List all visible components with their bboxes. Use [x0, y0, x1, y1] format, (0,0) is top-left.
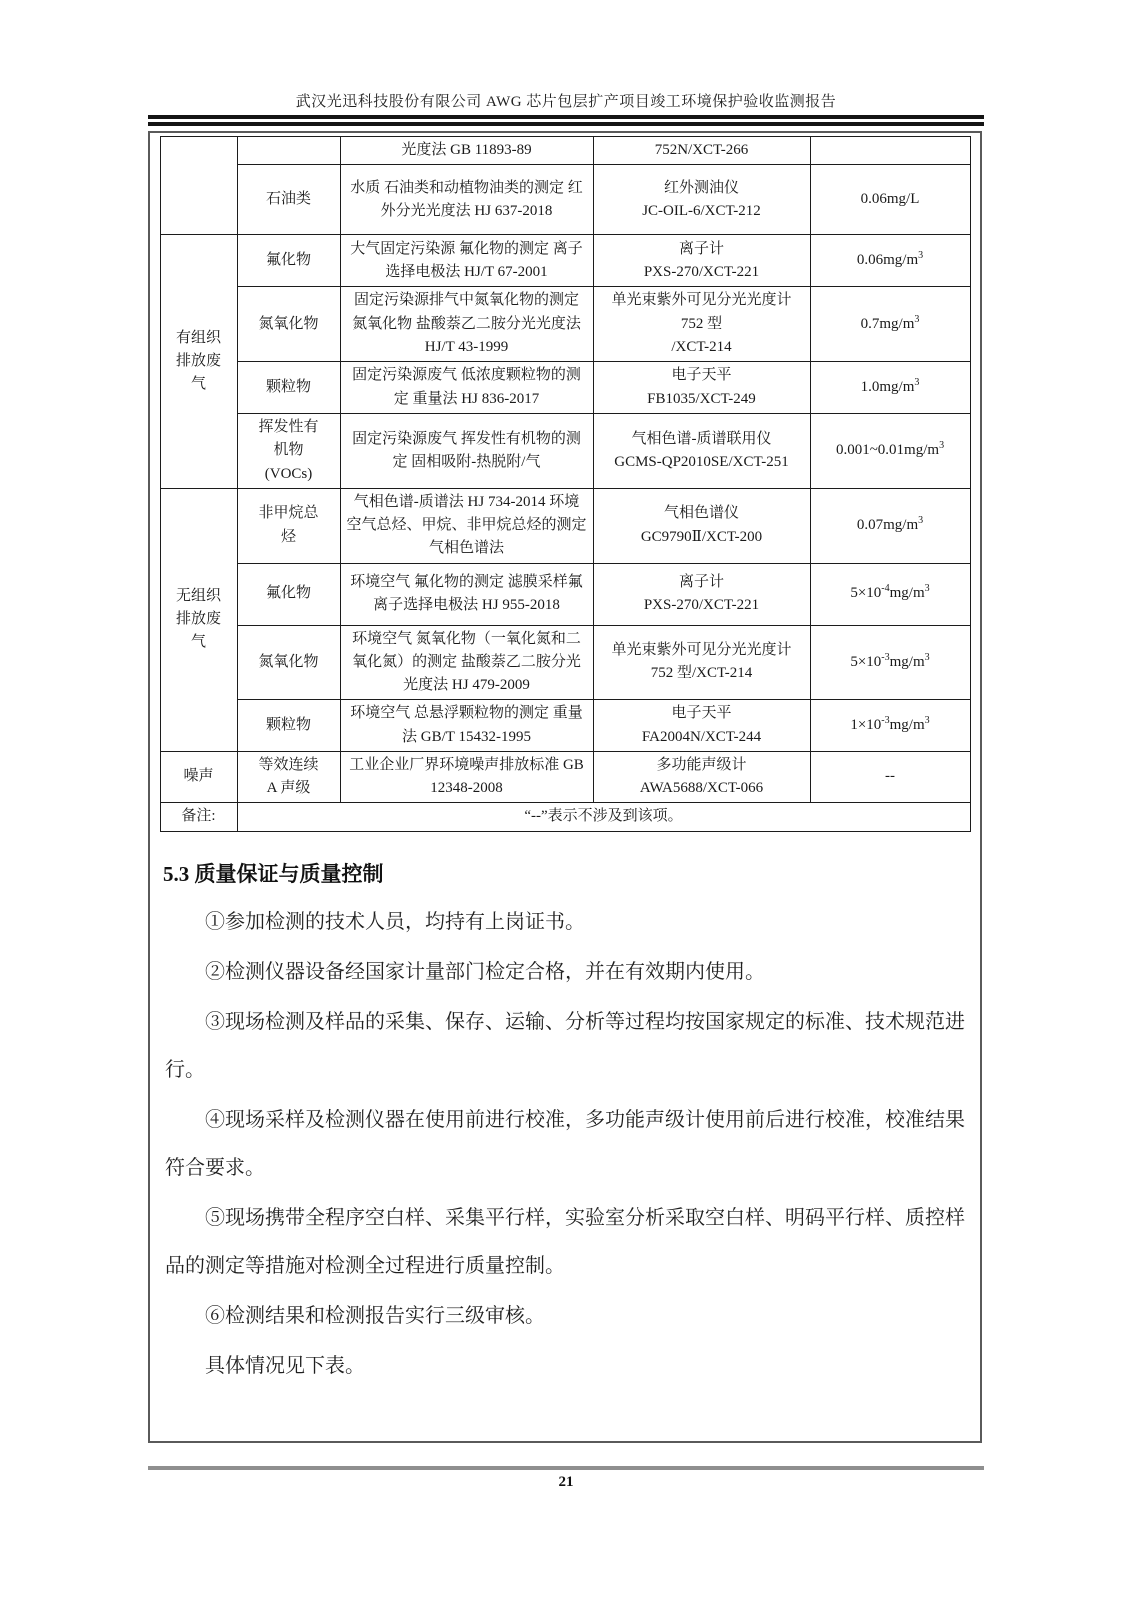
instrument-cell — [593, 362, 810, 414]
instrument-cell — [593, 488, 810, 563]
table-row — [160, 563, 970, 625]
paragraph: 具体情况见下表。 — [205, 1354, 365, 1377]
category-cell — [160, 137, 237, 235]
limit-cell — [810, 751, 970, 803]
instrument-line: GC9790Ⅱ/XCT-200 — [640, 528, 763, 545]
table-row — [160, 625, 970, 700]
table-row — [160, 414, 970, 489]
limit-exponent: 3 — [914, 376, 920, 388]
method-cell: 环境空气 氮氧化物（一氧化氮和二氧化氮）的测定 盐酸萘乙二胺分光光度法 HJ 479-2009 — [340, 625, 593, 700]
instrument-line: /XCT-214 — [671, 338, 732, 355]
method-cell: 环境空气 氟化物的测定 滤膜采样氟离子选择电极法 HJ 955-2018 — [340, 563, 593, 625]
limit-cell — [810, 625, 970, 700]
instrument-line: 单光束紫外可见分光光度计 — [611, 292, 792, 309]
limit-exponent: 3 — [939, 440, 945, 452]
instrument-line: 电子天平 — [671, 367, 732, 384]
limit-value: 0.07mg/m — [856, 517, 919, 533]
limit-cell — [810, 563, 970, 625]
item-cell: 石油类 — [237, 165, 340, 235]
category-cell: 无组织排放废气 — [160, 488, 237, 751]
limit-cell — [810, 488, 970, 563]
category-cell: 噪声 — [160, 751, 237, 803]
instrument-cell — [593, 137, 810, 165]
limit-value: 0.7mg/m — [860, 315, 915, 332]
instrument-line: PXS-270/XCT-221 — [643, 597, 760, 613]
instrument-line: FA2004N/XCT-244 — [641, 728, 762, 745]
page-header-title: 武汉光迅科技股份有限公司 AWG 芯片包层扩产项目竣工环境保护验收监测报告 — [295, 94, 837, 110]
limit-value: -- — [885, 768, 895, 785]
limit-exponent: 3 — [924, 651, 930, 663]
instrument-line: 离子计 — [678, 240, 724, 257]
limit-cell — [810, 700, 970, 752]
instrument-cell — [593, 751, 810, 803]
section-body — [150, 888, 980, 1390]
remark-label-cell: 备注: — [160, 803, 237, 831]
monitoring-table — [160, 136, 971, 832]
item-cell: 氟化物 — [237, 563, 340, 625]
limit-exponent: 3 — [924, 714, 930, 726]
instrument-line: 752 型 — [680, 315, 723, 332]
limit-exponent: 3 — [914, 313, 920, 325]
item-cell: 颗粒物 — [237, 362, 340, 414]
table-row — [160, 137, 970, 165]
header-double-rule — [148, 115, 984, 126]
limit-value: 1.0mg/m — [860, 378, 915, 395]
instrument-line: AWA5688/XCT-066 — [639, 780, 764, 796]
method-cell: 固定污染源排气中氮氧化物的测定 氮氧化物 盐酸萘乙二胺分光光度法 HJ/T 43-1999 — [340, 287, 593, 362]
limit-cell — [810, 287, 970, 362]
item-cell: 挥发性有机物(VOCs) — [237, 414, 340, 489]
instrument-line: 电子天平 — [671, 705, 732, 722]
limit-exponent: 3 — [924, 583, 930, 595]
limit-value: 5×10 — [850, 653, 882, 670]
instrument-cell — [593, 563, 810, 625]
limit-cell — [810, 165, 970, 235]
instrument-cell — [593, 235, 810, 287]
limit-cell — [810, 414, 970, 489]
limit-value: 0.001~0.01mg/m — [835, 442, 940, 459]
limit-exponent: -3 — [881, 651, 890, 663]
limit-value: 1×10 — [850, 716, 882, 733]
method-cell: 环境空气 总悬浮颗粒物的测定 重量法 GB/T 15432-1995 — [340, 700, 593, 752]
instrument-line: PXS-270/XCT-221 — [643, 263, 760, 280]
paragraph: ①参加检测的技术人员，均持有上岗证书。 — [205, 910, 585, 933]
item-cell: 颗粒物 — [237, 700, 340, 752]
instrument-line: 气相色谱-质谱联用仪 — [631, 430, 772, 447]
table-row — [160, 287, 970, 362]
section-title: 5.3 质量保证与质量控制 — [163, 861, 384, 886]
method-cell: 固定污染源废气 挥发性有机物的测定 固相吸附-热脱附/气 — [340, 414, 593, 489]
instrument-cell — [593, 625, 810, 700]
instrument-line: JC-OIL-6/XCT-212 — [642, 202, 761, 219]
limit-cell — [810, 235, 970, 287]
instrument-line: 多功能声级计 — [656, 756, 747, 773]
item-cell: 非甲烷总烃 — [237, 488, 340, 563]
item-cell — [237, 137, 340, 165]
instrument-line: 752 型/XCT-214 — [650, 665, 753, 682]
method-cell: 大气固定污染源 氟化物的测定 离子选择电极法 HJ/T 67-2001 — [340, 235, 593, 287]
instrument-line: 离子计 — [678, 573, 724, 590]
instrument-cell — [593, 165, 810, 235]
instrument-cell — [593, 414, 810, 489]
table-row — [160, 751, 970, 803]
paragraph: ④现场采样及检测仪器在使用前进行校准，多功能声级计使用前后进行校准，校准结果符合要求。 — [165, 1108, 965, 1179]
table-row — [160, 488, 970, 563]
limit-cell — [810, 137, 970, 165]
instrument-line: 752N/XCT-266 — [654, 142, 749, 158]
limit-exponent: 3 — [918, 515, 924, 526]
limit-cell — [810, 362, 970, 414]
table-row — [160, 165, 970, 235]
method-cell: 光度法 GB 11893-89 — [340, 137, 593, 165]
limit-exponent: -3 — [881, 714, 890, 726]
footer-rule — [148, 1466, 984, 1470]
content-frame — [148, 131, 982, 1443]
limit-value: 5×10 — [850, 585, 882, 602]
remark-text-cell: “--”表示不涉及到该项。 — [237, 803, 970, 831]
instrument-line: 气相色谱仪 — [663, 505, 739, 522]
item-cell: 氮氧化物 — [237, 287, 340, 362]
limit-value: mg/m — [889, 716, 925, 733]
table-row — [160, 803, 970, 831]
limit-exponent: 3 — [918, 250, 924, 262]
table-row — [160, 235, 970, 287]
method-cell: 工业企业厂界环境噪声排放标准 GB 12348-2008 — [340, 751, 593, 803]
item-cell: 氮氧化物 — [237, 625, 340, 700]
limit-value: mg/m — [889, 653, 925, 670]
table-row — [160, 362, 970, 414]
paragraph: ③现场检测及样品的采集、保存、运输、分析等过程均按国家规定的标准、技术规范进行。 — [165, 1010, 965, 1081]
limit-value: 0.06mg/m — [856, 252, 919, 269]
limit-exponent: -4 — [881, 583, 890, 595]
instrument-cell — [593, 700, 810, 752]
paragraph: ②检测仪器设备经国家计量部门检定合格，并在有效期内使用。 — [205, 960, 765, 983]
method-cell: 气相色谱-质谱法 HJ 734-2014 环境空气总烃、甲烷、非甲烷总烃的测定 气相色谱法 — [340, 488, 593, 563]
instrument-line: GCMS-QP2010SE/XCT-251 — [614, 453, 789, 470]
instrument-line: 红外测油仪 — [663, 179, 739, 196]
table-row — [160, 700, 970, 752]
paragraph: ⑥检测结果和检测报告实行三级审核。 — [205, 1304, 545, 1327]
page-number: 21 — [558, 1474, 574, 1490]
limit-value: 0.06mg/L — [860, 191, 920, 208]
instrument-line: 单光束紫外可见分光光度计 — [611, 642, 792, 659]
instrument-line: FB1035/XCT-249 — [647, 390, 756, 407]
item-cell: 氟化物 — [237, 235, 340, 287]
limit-value: mg/m — [889, 585, 925, 602]
item-cell: 等效连续 A 声级 — [237, 751, 340, 803]
method-cell: 水质 石油类和动植物油类的测定 红外分光光度法 HJ 637-2018 — [340, 165, 593, 235]
method-cell: 固定污染源废气 低浓度颗粒物的测定 重量法 HJ 836-2017 — [340, 362, 593, 414]
paragraph: ⑤现场携带全程序空白样、采集平行样，实验室分析采取空白样、明码平行样、质控样品的测定等措施对检测全过程进行质量控制。 — [165, 1206, 965, 1277]
instrument-cell — [593, 287, 810, 362]
category-cell: 有组织排放废气 — [160, 235, 237, 489]
